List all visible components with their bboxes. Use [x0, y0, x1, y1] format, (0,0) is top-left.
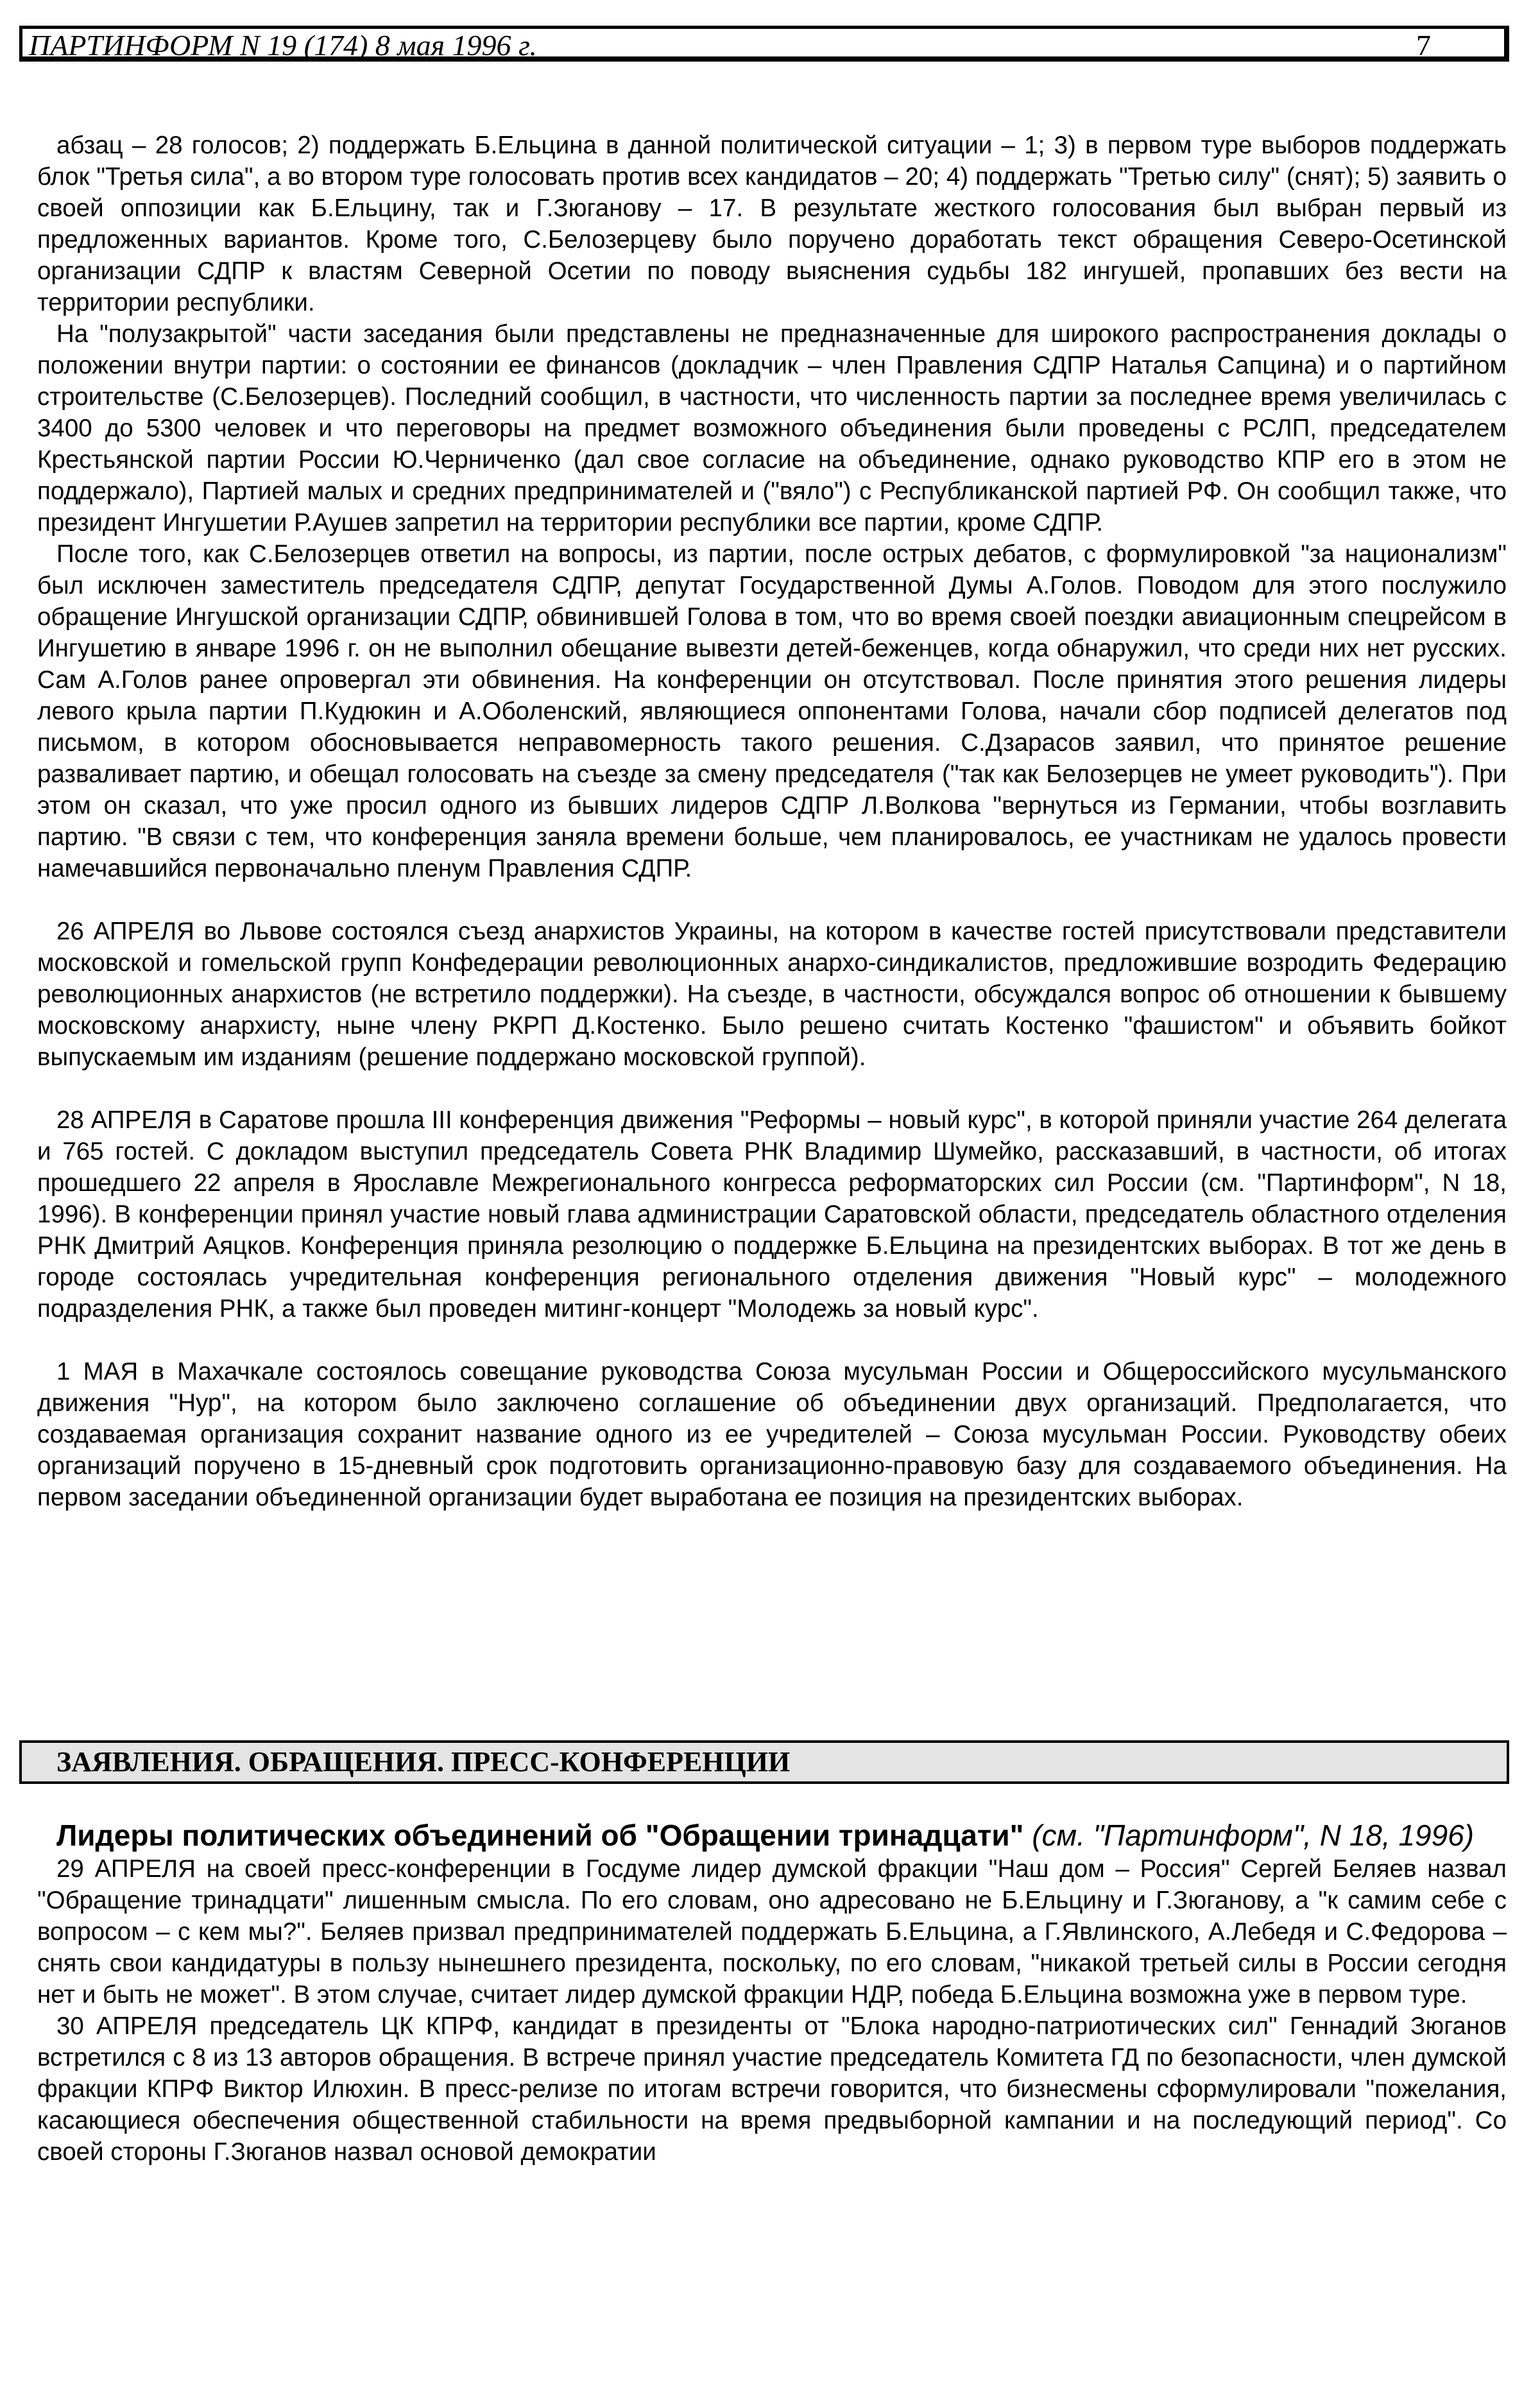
article-headline: [37, 1817, 1507, 1853]
header-title: ПАРТИНФОРМ N 19 (174) 8 мая 1996 г.: [29, 29, 537, 62]
page-number: 7: [1416, 29, 1431, 62]
paragraph: абзац – 28 голосов; 2) поддержать Б.Ельцина в данной политической ситуации – 1; 3) в первом туре выборов поддержать блок "Третья сила", а во втором туре голосовать против всех кандидатов – 20; 4) поддержать "Третью силу" (снят); 5) заявить о своей оппозиции как Б.Ельцину, так и Г.Зюганову – 17. В результате жесткого голосования был выбран первый из предложенных вариантов. Кроме того, С.Белозерцеву было поручено доработать текст обращения Северо-Осетинской организации СДПР к властям Северной Осетии по поводу выяснения судьбы 182 ингушей, пропавших без вести на территории республики.: [37, 132, 1507, 316]
paragraph: На "полузакрытой" части заседания были представлены не предназначенные для широкого распространения доклады о положении внутри партии: о состоянии ее финансов (докладчик – член Правления СДПР Наталья Сапцина) и о партийном строительстве (С.Белозерцев). Последний сообщил, в частности, что численность партии за последнее время увеличилась с 3400 до 5300 человек и что переговоры на предмет возможного объединения были проведены с РСЛП, председателем Крестьянской партии России Ю.Черниченко (дал свое согласие на объединение, однако руководство КПР его в этом не поддержало), Партией малых и средних предпринимателей и ("вяло") с Республиканской партией РФ. Он сообщил также, что президент Ингушетии Р.Аушев запретил на территории республики все партии, кроме СДПР.: [37, 320, 1507, 536]
headline-reference: (см. "Партинформ", N 18, 1996): [1023, 1819, 1475, 1852]
article: [37, 1817, 1507, 2168]
paragraph: После того, как С.Белозерцев ответил на вопросы, из партии, после острых дебатов, с формулировкой "за национализм" был исключен заместитель председателя СДПР, депутат Государственной Думы А.Голов. Поводом для этого послужило обращение Ингушской организации СДПР, обвинившей Голова в том, что во время своей поездки авиационным спецрейсом в Ингушетию в январе 1996 г. он не выполнил обещание вывезти детей-беженцев, когда обнаружил, что среди них нет русских. Сам А.Голов ранее опровергал эти обвинения. На конференции он отсутствовал. После принятия этого решения лидеры левого крыла партии П.Кудюкин и А.Оболенский, являющиеся оппонентами Голова, начали сбор подписей делегатов под письмом, в котором обосновывается неправомерность такого решения. С.Дзарасов заявил, что принятое решение разваливает партию, и обещал голосовать на съезде за смену председателя ("так как Белозерцев не умеет руководить"). При этом он сказал, что уже просил одного из бывших лидеров СДПР Л.Волкова "вернуться из Германии, чтобы возглавить партию. "В связи с тем, что конференция заняла времени больше, чем планировалось, ее участникам не удалось провести намечавшийся первоначально пленум Правления СДПР.: [37, 540, 1507, 882]
paragraph: 30 АПРЕЛЯ председатель ЦК КПРФ, кандидат в президенты от "Блока народно-патриотических сил" Геннадий Зюганов встретился с 8 из 13 авторов обращения. В встрече принял участие председатель Комитета ГД по безопасности, член думской фракции КПРФ Виктор Илюхин. В пресс-релизе по итогам встречи говорится, что бизнесмены сформулировали "пожелания, касающиеся обеспечения общественной стабильности на время предвыборной кампании и на последующий период". Со своей стороны Г.Зюганов назвал основой демократии: [37, 2012, 1507, 2166]
paragraph: 29 АПРЕЛЯ на своей пресс-конференции в Госдуме лидер думской фракции "Наш дом – Россия" Сергей Беляев назвал "Обращение тринадцати" лишенным смысла. По его словам, оно адресовано не Б.Ельцину и Г.Зюганову, а "к самим себе с вопросом – с кем мы?". Беляев призвал предпринимателей поддержать Б.Ельцина, а Г.Явлинского, А.Лебедя и С.Федорова – снять свои кандидатуры в пользу нынешнего президента, поскольку, по его словам, "никакой третьей силы в России сегодня нет и быть не может". В этом случае, считает лидер думской фракции НДР, победа Б.Ельцина возможна уже в первом туре.: [37, 1855, 1507, 2009]
paragraph: 26 АПРЕЛЯ во Львове состоялся съезд анархистов Украины, на котором в качестве гостей присутствовали представители московской и гомельской групп Конфедерации революционных анархо-синдикалистов, предложившие возродить Федерацию революционных анархистов (не встретило поддержки). На съезде, в частности, обсуждался вопрос об отношении к бывшему московскому анархисту, ныне члену РКРП Д.Костенко. Было решено считать Костенко "фашистом" и объявить бойкот выпускаемым им изданиям (решение поддержано московской группой).: [37, 918, 1507, 1071]
paragraph: 1 МАЯ в Махачкале состоялось совещание руководства Союза мусульман России и Общероссийского мусульманского движения "Нур", на котором было заключено соглашение об объединении двух организаций. Предполагается, что создаваемая организация сохранит название одного из ее учредителей – Союза мусульман России. Руководству обеих организаций поручено в 15-дневный срок подготовить организационно-правовую базу для создаваемого объединения. На первом заседании объединенной организации будет выработана ее позиция на президентских выборах.: [37, 1358, 1507, 1511]
page-header: [19, 26, 1509, 62]
paragraph: 28 АПРЕЛЯ в Саратове прошла III конференция движения "Реформы – новый курс", в которой приняли участие 264 делегата и 765 гостей. С докладом выступил председатель Совета РНК Владимир Шумейко, рассказавший, в частности, об итогах прошедшего 22 апреля в Ярославле Межрегионального конгресса реформаторских сил России (см. "Партинформ", N 18, 1996). В конференции принял участие новый глава администрации Саратовской области, председатель областного отделения РНК Дмитрий Аяцков. Конференция приняла резолюцию о поддержке Б.Ельцина на президентских выборах. В тот же день в городе состоялась учредительная конференция регионального отделения движения "Новый курс" – молодежного подразделения РНК, а также был проведен митинг-концерт "Молодежь за новый курс".: [37, 1106, 1507, 1323]
section-heading: ЗАЯВЛЕНИЯ. ОБРАЩЕНИЯ. ПРЕСС-КОНФЕРЕНЦИИ: [19, 1740, 1509, 1784]
news-column: [37, 130, 1507, 1513]
headline-bold: Лидеры политических объединений об "Обращении тринадцати": [56, 1819, 1024, 1852]
